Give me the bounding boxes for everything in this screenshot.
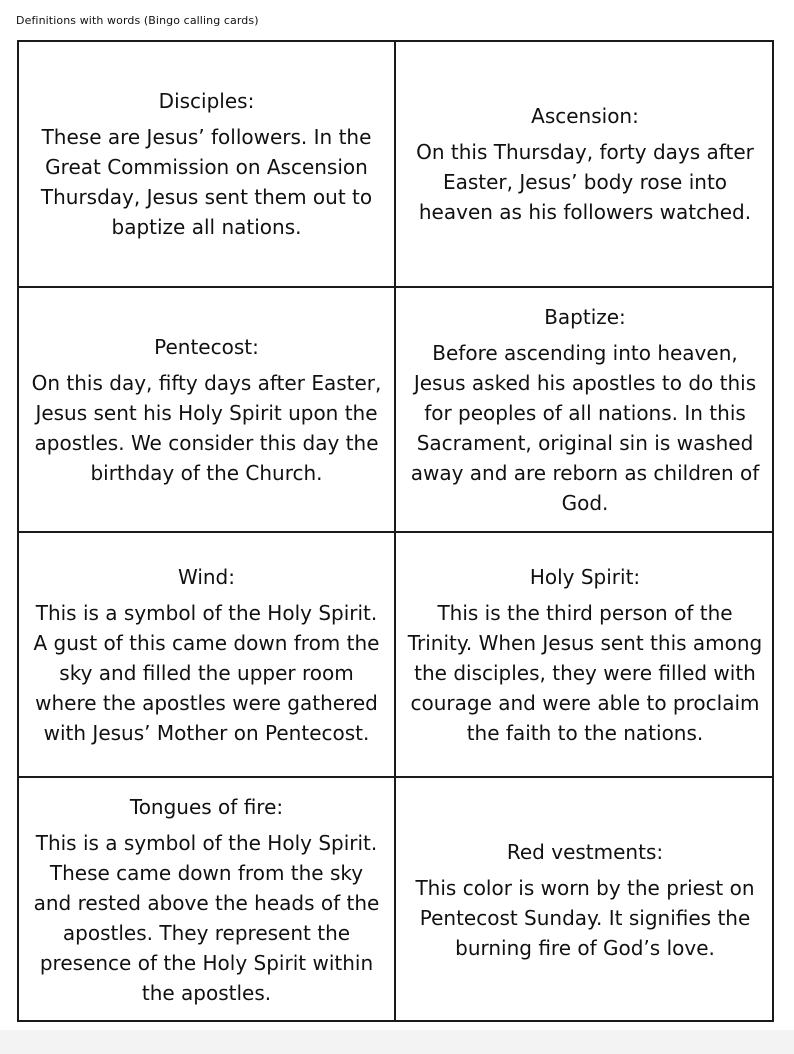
card-definition: This is a symbol of the Holy Spirit. These came down from the sky and rested above the heads of the apostles. They represent the presence of the Holy Spirit within the apostles.: [33, 831, 380, 1005]
card-term: Ascension:: [531, 104, 639, 128]
card-definition: On this Thursday, forty days after Easter, Jesus’ body rose into heaven as his followers watched.: [416, 140, 754, 224]
card-term: Disciples:: [158, 89, 255, 113]
card-tongues-of-fire: [19, 778, 396, 1022]
card-term: Baptize:: [544, 304, 626, 329]
card-wind: [19, 533, 396, 778]
card-red-vestments: [396, 778, 774, 1022]
card-ascension: [396, 42, 774, 288]
card-holy-spirit: [396, 533, 774, 778]
card-term: Tongues of fire:: [129, 795, 284, 819]
card-term: Wind:: [177, 564, 235, 589]
card-term: Pentecost:: [154, 334, 259, 359]
card-definition: These are Jesus’ followers. In the Great Commission on Ascension Thursday, Jesus sent them out to baptize all nations.: [40, 125, 373, 239]
card-term: Holy Spirit:: [529, 564, 641, 589]
card-definition: This is the third person of the Trinity. When Jesus sent this among the disciples, they were filled with courage and were able to proclaim the faith to the nations.: [407, 600, 763, 745]
card-baptize: [396, 288, 774, 533]
card-definition: On this day, fifty days after Easter, Jesus sent his Holy Spirit upon the apostles. We consider this day the birthday of the Church.: [31, 370, 382, 485]
bingo-card-grid: [17, 40, 774, 1022]
card-definition: Before ascending into heaven, Jesus asked his apostles to do this for peoples of all nations. In this Sacrament, original sin is washed away and are reborn as children of God.: [410, 340, 760, 515]
page-bottom-edge: [0, 1030, 794, 1054]
card-disciples: [19, 42, 396, 288]
card-term: Red vestments:: [506, 840, 664, 864]
page-title: Definitions with words (Bingo calling cards): [16, 14, 259, 27]
card-definition: This is a symbol of the Holy Spirit. A gust of this came down from the sky and filled the upper room where the apostles were gathered with Jesus’ Mother on Pentecost.: [33, 600, 380, 745]
card-definition: This color is worn by the priest on Pentecost Sunday. It signifies the burning fire of God’s love.: [415, 876, 755, 960]
card-pentecost: [19, 288, 396, 533]
